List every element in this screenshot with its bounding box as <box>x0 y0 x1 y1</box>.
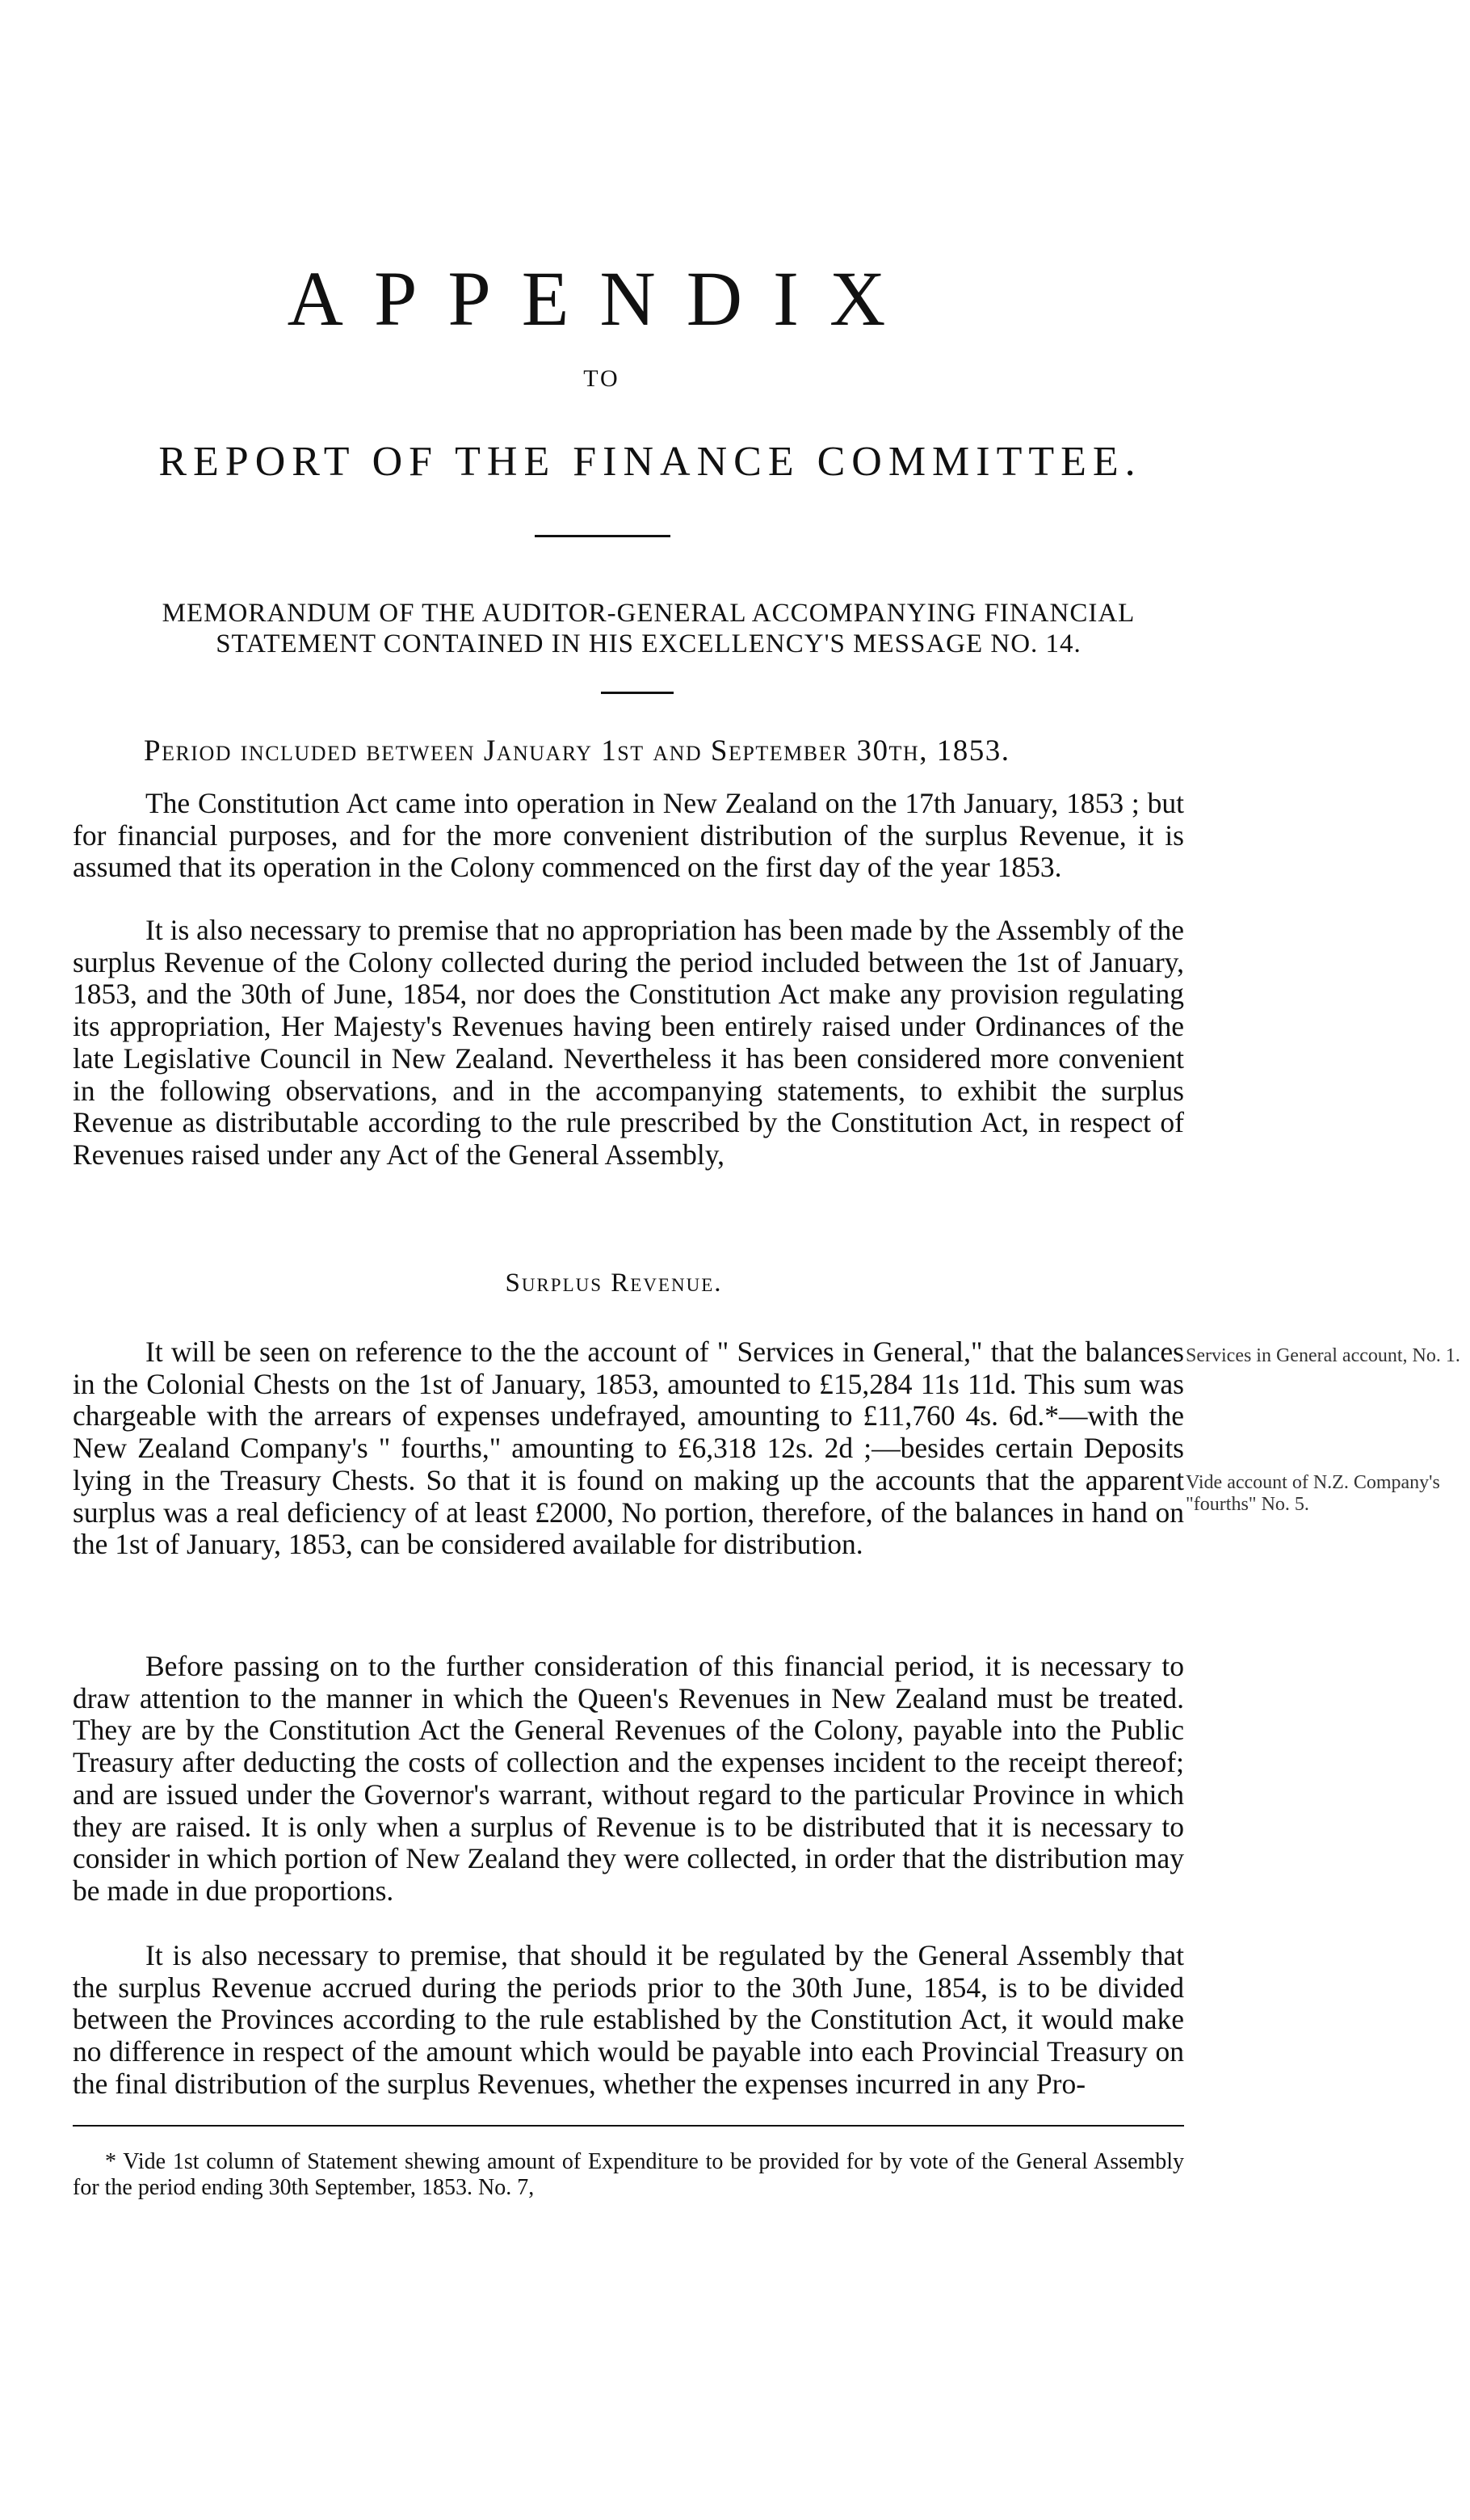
body-paragraph <box>73 1940 1184 2101</box>
report-subtitle: REPORT OF THE FINANCE COMMITTEE. <box>158 439 1142 485</box>
body-paragraph <box>73 1336 1184 1561</box>
appendix-title: APPENDIX <box>287 255 917 342</box>
paragraph-text: It will be seen on reference to the the account of " Services in General," that the balances in the Colonial Chests on the 1st of January, 1853, amounted to £15,284 11s 11d. This sum was chargeable with the arrears of expenses undefrayed, amounting to £11,760 4s. 6d.*—with the New Zealand Company's " fourths," amounting to £6,318 12s. 2d ;—besides certain Deposits lying in the Treasury Chests. So that it is found on making up the accounts that the apparent surplus was a real deficiency of at least £2000, No portion, therefore, of the balances in hand on the 1st of January, 1853, can be considered available for distribution. <box>73 1336 1184 1561</box>
paragraph-text: Before passing on to the further consideration of this financial period, it is necessary to draw attention to the manner in which the Queen's Revenues in New Zealand must be treated. They are by the Constitution Act the General Revenues of the Colony, payable into the Public Treasury after deducting the costs of collection and the expenses incident to the receipt thereof; and are issued under the Governor's warrant, without regard to the particular Province in which they are raised. It is only when a surplus of Revenue is to be distributed that it is necessary to consider in which portion of New Zealand they were collected, in order that the distribution may be made in due proportions. <box>73 1650 1184 1907</box>
margin-note: Vide account of N.Z. Company's "fourths" No. 5. <box>1186 1472 1440 1515</box>
body-paragraph <box>73 1651 1184 1908</box>
body-paragraph <box>73 788 1184 884</box>
section-heading: Surplus Revenue. <box>505 1268 723 1298</box>
footnote-rule <box>73 2125 1184 2127</box>
period-heading: Period included between January 1st and September 30th, 1853. <box>144 734 1010 768</box>
footnote: * Vide 1st column of Statement shewing amount of Expenditure to be provided for by vote of the General Assembly for the period ending 30th September, 1853. No. 7, <box>73 2149 1184 2200</box>
margin-note: Services in General account, No. 1. <box>1186 1345 1460 1366</box>
body-paragraph <box>73 915 1184 1172</box>
paragraph-text: It is also necessary to premise, that should it be regulated by the General Assembly that the surplus Revenue accrued during the periods prior to the 30th June, 1854, is to be divided between the Provinces according to the rule established by the Constitution Act, it would make no difference in respect of the amount which would be payable into each Provincial Treasury on the final distribution of the surplus Revenues, whether the expenses incurred in any Pro- <box>73 1939 1184 2100</box>
to-label: TO <box>583 365 620 392</box>
divider-rule <box>601 692 674 694</box>
memorandum-heading: MEMORANDUM OF THE AUDITOR-GENERAL ACCOMPANYING FINANCIAL STATEMENT CONTAINED IN HIS EXCELLENCY'S MESSAGE NO. 14. <box>162 599 1136 658</box>
divider-rule <box>535 535 670 537</box>
paragraph-text: The Constitution Act came into operation in New Zealand on the 17th January, 1853 ; but for financial purposes, and for the more convenient distribution of the surplus Revenue, it is assumed that its operation in the Colony commenced on the first day of the year 1853. <box>73 787 1184 884</box>
paragraph-text: It is also necessary to premise that no appropriation has been made by the Assembly of the surplus Revenue of the Colony collected during the period included between the 1st of January, 1853, and the 30th of June, 1854, nor does the Constitution Act make any provision regulating its appropriation, Her Majesty's Revenues having been entirely raised under Ordinances of the late Legislative Council in New Zealand. Nevertheless it has been considered more convenient in the following observations, and in the accompanying statements, to exhibit the surplus Revenue as distributable according to the rule prescribed by the Constitution Act, in respect of Revenues raised under any Act of the General Assembly, <box>73 914 1184 1171</box>
